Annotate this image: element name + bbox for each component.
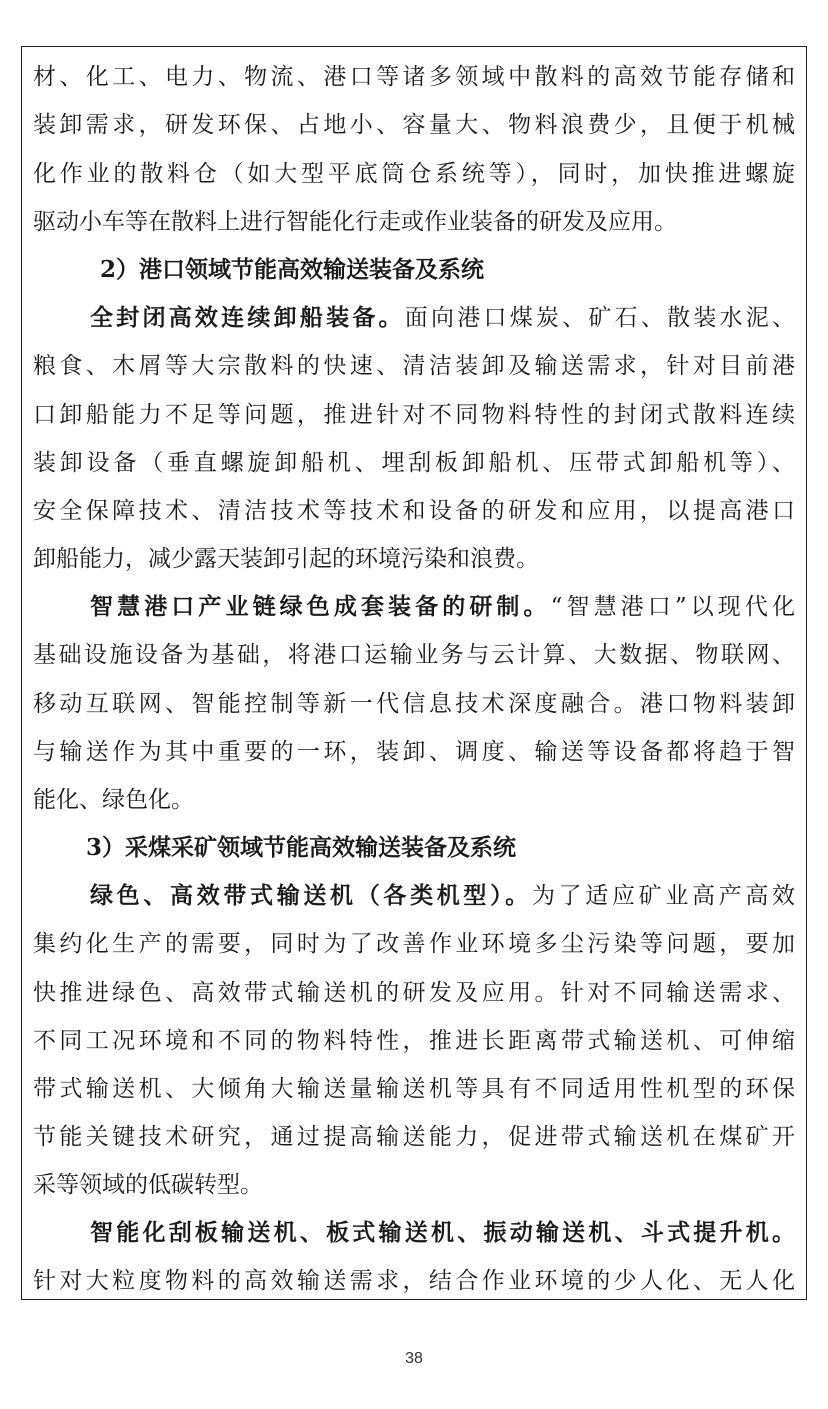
section-heading: 2）港口领域节能高效输送装备及系统 [100, 256, 485, 283]
text-line: 粮食、木屑等大宗散料的快速、清洁装卸及输送需求，针对目前港 [33, 353, 795, 379]
section-heading: 3）采煤采矿领域节能高效输送装备及系统 [86, 834, 517, 861]
paragraph-first-line: 绿色、高效带式输送机（各类机型）。为了适应矿业高产高效 [90, 882, 796, 909]
text-line: 针对大粒度物料的高效输送需求，结合作业环境的少人化、无人化 [33, 1268, 795, 1294]
text-line: 带式输送机、大倾角大输送量输送机等具有不同适用性机型的环保 [33, 1076, 795, 1102]
paragraph-lead-bold: 全封闭高效连续卸船装备。 [90, 304, 405, 331]
page-number: 38 [405, 1350, 423, 1367]
text-line: 快推进绿色、高效带式输送机的研发及应用。针对不同输送需求、 [33, 980, 795, 1006]
text-line: 材、化工、电力、物流、港口等诸多领域中散料的高效节能存储和 [33, 64, 795, 90]
text-line: 安全保障技术、清洁技术等技术和设备的研发和应用，以提高港口 [33, 498, 795, 524]
text-line: 不同工况环境和不同的物料特性，推进长距离带式输送机、可伸缩 [33, 1028, 795, 1054]
text-line: 集约化生产的需要，同时为了改善作业环境多尘污染等问题，要加 [33, 931, 795, 957]
text-line: 化作业的散料仓（如大型平底筒仓系统等），同时，加快推进螺旋 [33, 161, 795, 187]
text-line: 卸船能力，减少露天装卸引起的环境污染和浪费。 [33, 546, 539, 572]
paragraph-lead-bold: 智能化刮板输送机、板式输送机、振动输送机、斗式提升机。 [90, 1219, 795, 1246]
text-line: 与输送作为其中重要的一环，装卸、调度、输送等设备都将趋于智 [33, 739, 795, 765]
text-line: 能化、绿色化。 [33, 787, 194, 813]
text-line: 口卸船能力不足等问题，推进针对不同物料特性的封闭式散料连续 [33, 402, 795, 428]
paragraph-first-line: 全封闭高效连续卸船装备。面向港口煤炭、矿石、散装水泥、 [90, 304, 796, 331]
paragraph-first-line: 智慧港口产业链绿色成套装备的研制。“智慧港口”以现代化 [90, 593, 795, 620]
text-line: 移动互联网、智能控制等新一代信息技术深度融合。港口物料装卸 [33, 691, 795, 717]
text-line: 基础设施设备为基础，将港口运输业务与云计算、大数据、物联网、 [33, 642, 795, 668]
paragraph-lead-bold: 智慧港口产业链绿色成套装备的研制。 [90, 593, 551, 620]
text-line: 节能关键技术研究，通过提高输送能力，促进带式输送机在煤矿开 [33, 1124, 795, 1150]
text-line: 采等领域的低碳转型。 [33, 1172, 263, 1198]
text-line: 装卸需求，研发环保、占地小、容量大、物料浪费少，且便于机械 [33, 112, 795, 138]
text-line: 驱动小车等在散料上进行智能化行走或作业装备的研发及应用。 [33, 209, 677, 235]
paragraph-lead-bold: 绿色、高效带式输送机（各类机型）。 [90, 882, 532, 909]
paragraph-first-line [90, 1214, 795, 1252]
text-line: 装卸设备（垂直螺旋卸船机、埋刮板卸船机、压带式卸船机等）、 [33, 450, 795, 476]
